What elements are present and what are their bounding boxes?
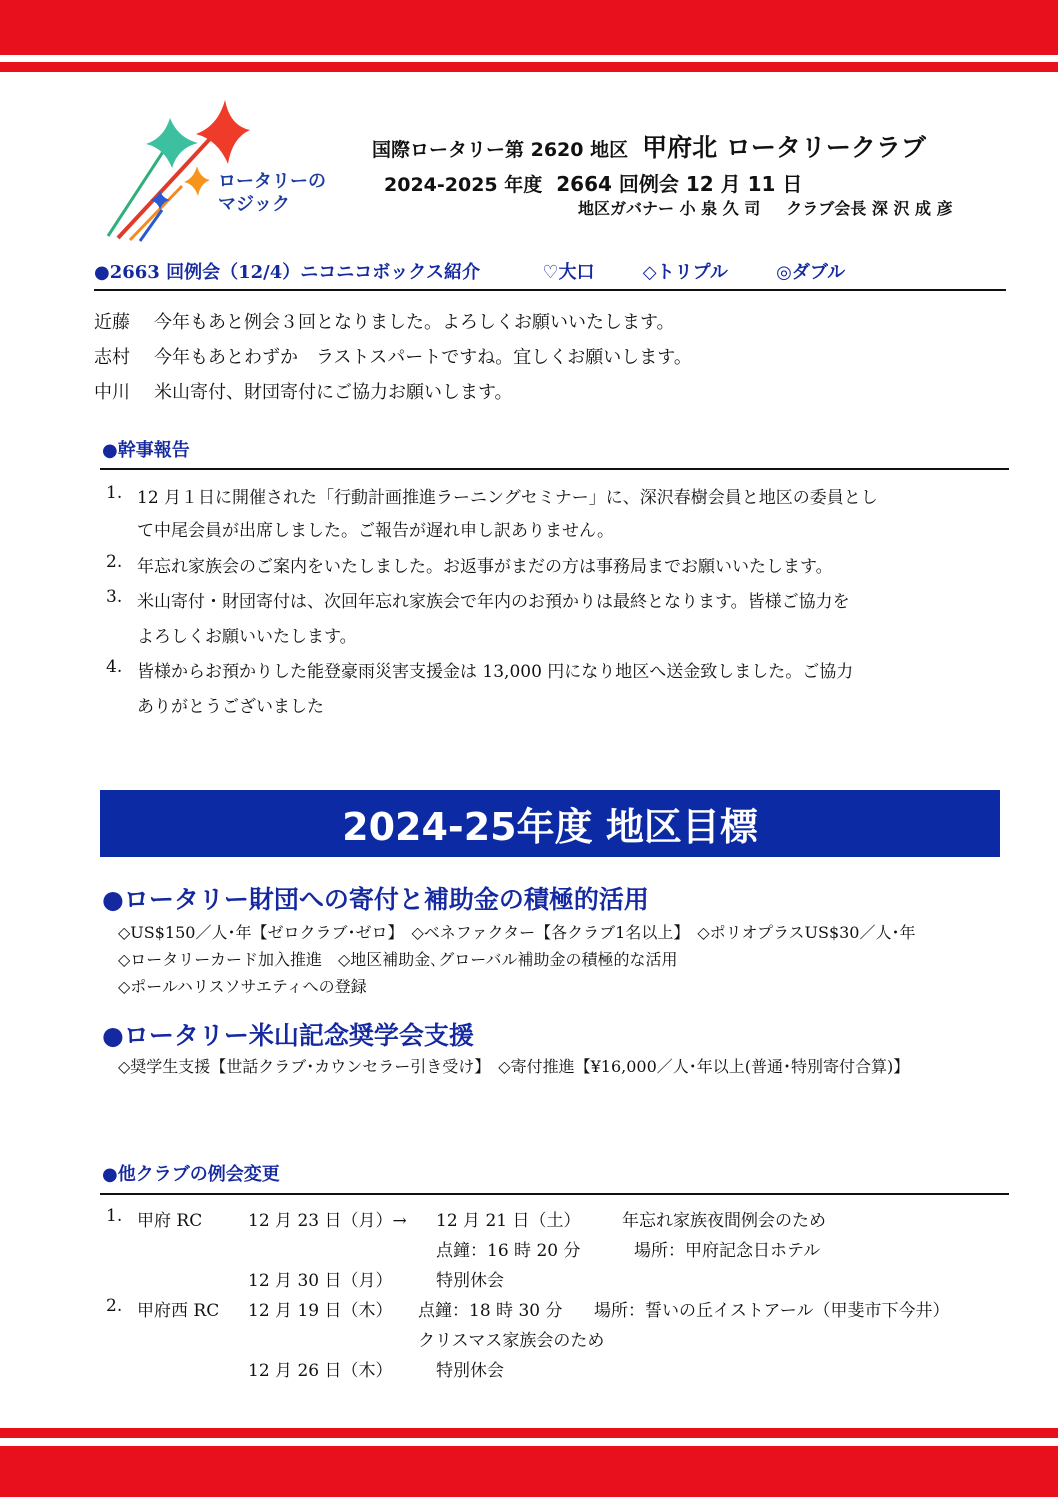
- header-officers: [578, 196, 953, 219]
- change-note: クリスマス家族会のため: [418, 1331, 605, 1351]
- kanji-rule: [100, 468, 1009, 470]
- nikoniko-entry: [94, 343, 692, 369]
- legend-double: ◎ダブル: [776, 262, 846, 283]
- logo-line2: マジック: [218, 194, 290, 215]
- legend-triple: ◇トリプル: [642, 262, 728, 283]
- change-date: 12 月 23 日（月）→: [248, 1211, 407, 1231]
- kanji-item-num: 1.: [106, 483, 123, 503]
- change-place: 場所：甲府記念日ホテル: [634, 1241, 821, 1261]
- change-note: 特別休会: [436, 1361, 504, 1381]
- change-date: 12 月 19 日（木）: [248, 1301, 393, 1321]
- header-meeting: [384, 168, 802, 197]
- meeting-info: 2664 回例会 12 月 11 日: [556, 172, 803, 196]
- logo-text: [218, 170, 326, 216]
- kanji-item-line: 米山寄付・財団寄付は、次回年忘れ家族会で年内のお預かりは最終となります。皆様ご協力を: [137, 592, 850, 612]
- change-note: 特別休会: [436, 1271, 504, 1291]
- change-time: 点鐘：16 時 20 分: [436, 1241, 581, 1261]
- changes-heading: ●他クラブの例会変更: [102, 1164, 280, 1185]
- entry-text: 米山寄付、財団寄付にご協力お願いします。: [154, 382, 513, 403]
- change-reason: 年忘れ家族夜間例会のため: [622, 1211, 826, 1231]
- nikoniko-entry: [94, 378, 513, 404]
- goal2-line: ◇奨学生支援【世話クラブ･カウンセラー引き受け】 ◇寄付推進【¥16,000／人･年以上(普通･特別寄付合算)】: [118, 1057, 910, 1076]
- goal1-line: ◇ポールハリスソサエティへの登録: [118, 977, 367, 996]
- change-place: 場所：誓いの丘イストアール（甲斐市下今井）: [594, 1301, 950, 1321]
- president: クラブ会長 深 沢 成 彦: [786, 199, 953, 218]
- entry-name: 近藤: [94, 312, 130, 333]
- change-date: 12 月 30 日（月）: [248, 1271, 393, 1291]
- change-num: 1.: [106, 1206, 123, 1226]
- kanji-item-line: て中尾会員が出席しました。ご報告が遅れ申し訳ありません。: [137, 521, 615, 541]
- kanji-item-line: 年忘れ家族会のご案内をいたしました。お返事がまだの方は事務局までお願いいたします。: [137, 557, 833, 577]
- logo-line1: ロータリーの: [218, 171, 326, 192]
- change-time: 点鐘：18 時 30 分: [418, 1301, 563, 1321]
- kanji-item-line: 12 月１日に開催された「行動計画推進ラーニングセミナー」に、深沢春樹会員と地区の委員とし: [137, 488, 878, 508]
- kanji-item-num: 3.: [106, 587, 123, 607]
- kanji-item-line: よろしくお願いいたします。: [137, 627, 357, 647]
- goal1-line: ◇US$150／人･年【ゼロクラブ･ゼロ】 ◇ベネファクター【各クラブ1名以上】 ◇ポリオプラスUS$30／人･年: [118, 923, 916, 942]
- kanji-item-line: 皆様からお預かりした能登豪雨災害支援金は 13,000 円になり地区へ送金致しました。ご協力: [137, 662, 854, 682]
- changes-rule: [100, 1193, 1009, 1195]
- goal1-line: ◇ロータリーカード加入推進 ◇地区補助金､グローバル補助金の積極的な活用: [118, 950, 678, 969]
- kanji-item-num: 2.: [106, 552, 123, 572]
- fiscal-year: 2024-2025 年度: [384, 174, 543, 196]
- entry-name: 志村: [94, 347, 130, 368]
- governor: 地区ガバナー 小 泉 久 司: [578, 199, 761, 218]
- top-red-bar: [0, 0, 1058, 55]
- goal2-heading: ●ロータリー米山記念奨学会支援: [102, 1021, 474, 1050]
- header-title: [372, 128, 926, 164]
- change-new-date: 12 月 21 日（土）: [436, 1211, 581, 1231]
- goal1-heading: ●ロータリー財団への寄付と補助金の積極的活用: [102, 885, 649, 914]
- bottom-red-bar: [0, 1446, 1058, 1497]
- district-name: 国際ロータリー第 2620 地区: [372, 139, 629, 161]
- entry-name: 中川: [94, 382, 130, 403]
- entry-text: 今年もあとわずか ラストスパートですね。宜しくお願いします。: [154, 347, 692, 368]
- kanji-item-num: 4.: [106, 657, 123, 677]
- top-red-stripe: [0, 62, 1058, 72]
- legend-ookuchi: ♡大口: [542, 262, 595, 283]
- club-name: 甲府北 ロータリークラブ: [642, 133, 926, 162]
- district-goals-banner: 2024-25年度 地区目標: [100, 790, 1000, 857]
- nikoniko-rule: [94, 289, 1006, 291]
- change-date: 12 月 26 日（木）: [248, 1361, 393, 1381]
- kanji-heading: ●幹事報告: [102, 440, 190, 461]
- change-club: 甲府 RC: [137, 1211, 203, 1231]
- nikoniko-entry: [94, 308, 675, 334]
- entry-text: 今年もあと例会３回となりました。よろしくお願いいたします。: [154, 312, 675, 333]
- nikoniko-title: ●2663 回例会（12/4）ニコニコボックス紹介: [94, 262, 481, 283]
- nikoniko-heading: [94, 258, 845, 284]
- change-club: 甲府西 RC: [137, 1301, 220, 1321]
- bottom-red-stripe: [0, 1428, 1058, 1438]
- kanji-item-line: ありがとうございました: [137, 697, 324, 717]
- change-num: 2.: [106, 1296, 123, 1316]
